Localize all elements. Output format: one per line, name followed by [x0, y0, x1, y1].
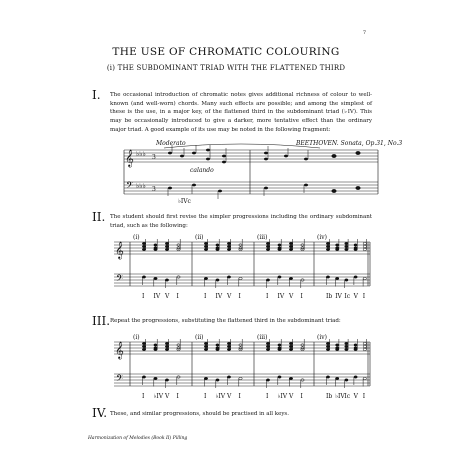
section-subtitle: (i) THE SUBDOMINANT TRIAD WITH THE FLATTENED THIRD	[106, 64, 346, 72]
roman-numeral: I	[266, 393, 269, 400]
chord	[326, 239, 329, 285]
roman-numeral: IV	[335, 293, 342, 300]
section-text-3: Repeat the progressions, substituting the flattened third in the subdominant triad:	[110, 318, 341, 324]
roman-numeral: ♭IV	[335, 393, 345, 400]
section-numeral-4: IV.	[92, 406, 108, 420]
roman-numeral: Ib	[326, 293, 333, 300]
group-label: (ii)	[195, 334, 204, 341]
roman-numeral: Ic	[344, 293, 351, 300]
chord	[266, 239, 269, 288]
chord	[336, 239, 339, 287]
chord	[154, 239, 157, 287]
roman-numeral: IV	[153, 293, 161, 300]
roman-numeral: ♭IV	[153, 393, 164, 400]
chord	[301, 239, 304, 288]
section-numeral-3: III.	[92, 314, 111, 328]
chord	[216, 339, 219, 388]
chord	[363, 339, 366, 387]
roman-numeral: I	[204, 293, 207, 300]
group-label: (iv)	[317, 234, 327, 241]
chord	[204, 339, 207, 387]
page-number: 7	[362, 30, 366, 36]
bass-clef-icon: 𝄢	[116, 273, 124, 286]
chord	[354, 339, 357, 385]
section-text-4: These, and similar progressions, should be practised in all keys.	[110, 411, 289, 417]
roman-numeral: V	[353, 393, 358, 400]
chord	[154, 339, 157, 387]
roman-numeral: V	[353, 293, 358, 300]
bass-staff	[114, 274, 370, 286]
bass-notes	[168, 184, 360, 199]
roman-numeral: I	[300, 293, 303, 300]
roman-numeral: IV	[277, 293, 285, 300]
chord	[142, 339, 145, 385]
treble-clef-icon: 𝄞	[125, 149, 134, 167]
bass-clef-icon: 𝄢	[126, 180, 134, 193]
chord	[278, 339, 281, 385]
page-footer: Harmonization of Melodies (Book II) Pilling	[88, 436, 188, 441]
group-label: (i)	[133, 334, 140, 341]
chord	[345, 339, 348, 388]
group-label: (iii)	[257, 234, 268, 241]
roman-numeral: Ib	[326, 393, 333, 400]
section-numeral-2: II.	[92, 210, 106, 224]
roman-numeral: V	[289, 293, 294, 300]
roman-numeral: I	[362, 393, 366, 400]
page-title: THE USE OF CHROMATIC COLOURING	[112, 46, 340, 58]
bass-staff	[114, 374, 370, 386]
chord	[216, 239, 219, 288]
roman-numeral: I	[176, 393, 179, 400]
time-signature-bass-icon: 3	[152, 186, 156, 193]
roman-numeral: I	[142, 293, 145, 300]
roman-numeral: V	[227, 293, 232, 300]
bass-clef-icon: 𝄢	[116, 373, 124, 386]
chord	[289, 339, 292, 387]
time-signature-icon: 3	[152, 154, 156, 161]
key-signature-flats-icon: ♭♭♭	[136, 150, 146, 158]
chord	[289, 239, 292, 287]
roman-numeral: I	[204, 393, 207, 400]
roman-numeral: Ic	[344, 393, 351, 400]
chord	[239, 239, 242, 287]
attribution: BEETHOVEN. Sonata, Op.31, No.3	[296, 140, 403, 147]
chord	[165, 239, 168, 288]
chord	[239, 339, 242, 387]
roman-numeral: ♭IV	[215, 393, 226, 400]
group-label: (iv)	[317, 334, 327, 341]
roman-numeral: V	[165, 393, 170, 400]
group-label: (iii)	[257, 334, 268, 341]
roman-numeral: I	[176, 293, 179, 300]
roman-numeral: IV	[215, 293, 223, 300]
group-label: (ii)	[195, 234, 204, 241]
roman-numeral: V	[227, 393, 232, 400]
chord	[177, 339, 180, 385]
bass-staff	[124, 182, 378, 194]
roman-numeral: V	[289, 393, 294, 400]
chord	[165, 339, 168, 388]
treble-staff	[124, 150, 378, 162]
music-example-beethoven	[120, 136, 403, 205]
key-signature-flats-bass-icon: ♭♭♭	[136, 182, 146, 190]
chord	[177, 239, 180, 285]
roman-numeral: I	[266, 293, 269, 300]
dynamic-marking: calando	[190, 167, 214, 174]
roman-numeral: I	[362, 293, 366, 300]
group-label: (i)	[133, 234, 140, 241]
section-numeral-1: I.	[92, 88, 101, 102]
roman-numeral: I	[238, 293, 241, 300]
chord	[354, 239, 357, 285]
chord	[266, 339, 269, 388]
roman-numeral: I	[142, 393, 145, 400]
chord-figure: ♭IVc	[178, 198, 191, 205]
roman-numeral: I	[300, 393, 303, 400]
chord	[336, 339, 339, 387]
chord	[227, 339, 230, 385]
chord	[363, 239, 366, 287]
tempo-marking: Moderato	[156, 140, 186, 147]
roman-numeral: I	[238, 393, 241, 400]
chord	[278, 239, 281, 285]
chord	[204, 239, 207, 287]
treble-clef-icon: 𝄞	[115, 341, 124, 359]
roman-numeral: ♭IV	[277, 393, 288, 400]
treble-clef-icon: 𝄞	[115, 241, 124, 259]
music-example-flattened	[112, 332, 374, 406]
section-text-1: The occasional introduction of chromatic notes gives additional richness of colour to well-known (and well-worn) chords. Many such effects are possible; and among the simplest of these is the use, in a major key, of the flattened third in the subdominant triad (♭IV). This may be occasionally introduced to give a darker, more tentative effect than the ordinary major triad. A good example of its use may be noted in the following fragment:	[110, 92, 372, 133]
music-example-ordinary	[112, 232, 374, 306]
chord	[142, 239, 145, 285]
chord	[345, 239, 348, 288]
section-text-2: The student should first revise the simpler progressions including the ordinary subdominant triad, such as the following:	[110, 214, 372, 229]
chord	[227, 239, 230, 285]
chord	[326, 339, 329, 385]
roman-numeral: V	[165, 293, 170, 300]
chord	[301, 339, 304, 388]
